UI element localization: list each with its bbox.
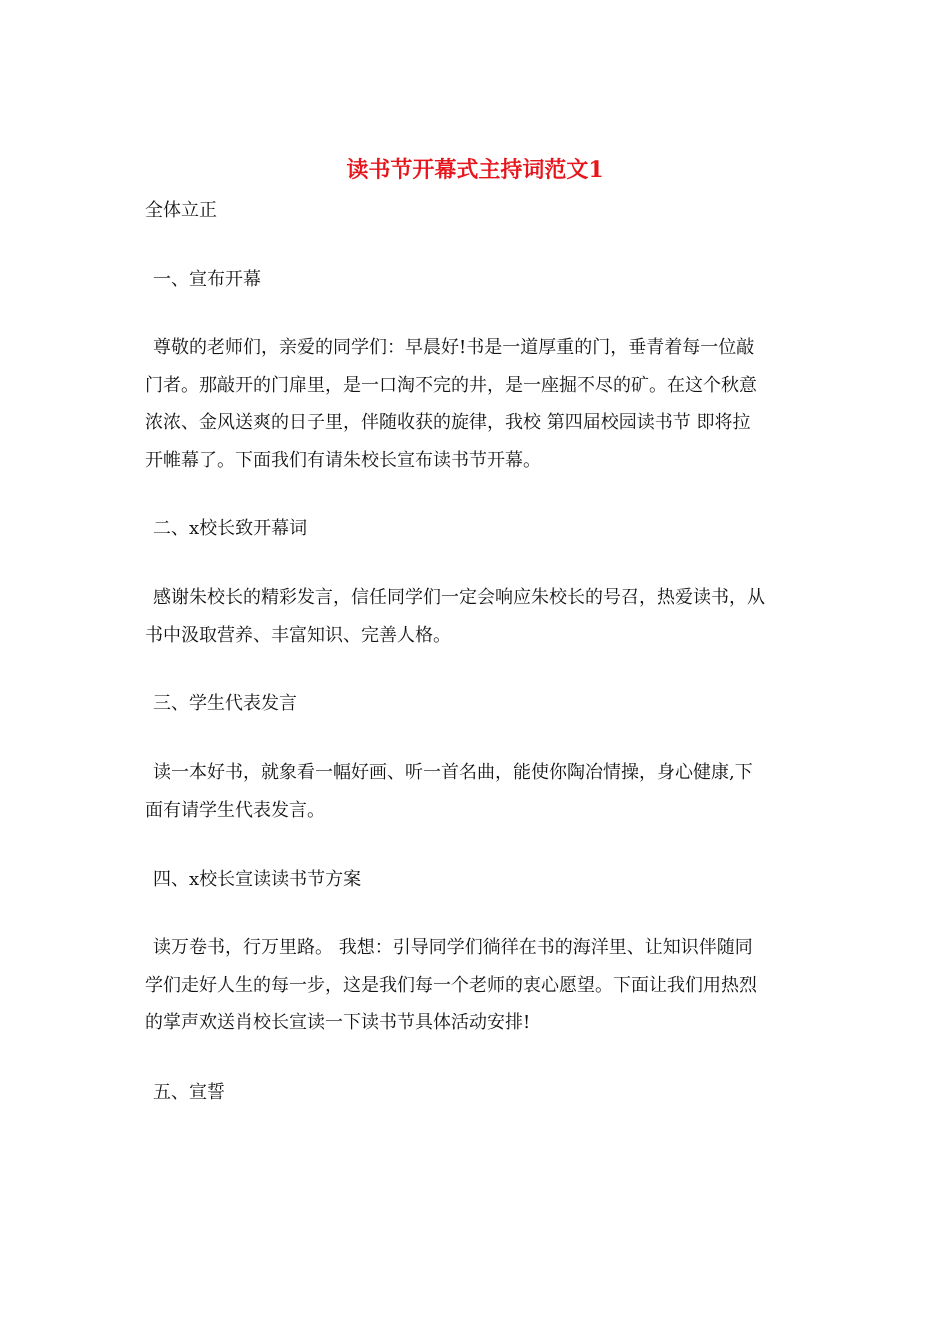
body-line: 感谢朱校长的精彩发言，信任同学们一定会响应朱校长的号召，热爱读书，从 — [153, 587, 765, 608]
body-line: 读一本好书，就象看一幅好画、听一首名曲，能使你陶冶情操，身心健康,下 — [153, 762, 753, 783]
body-line: 学们走好人生的每一步，这是我们每一个老师的衷心愿望。下面让我们用热烈 — [145, 974, 757, 996]
section-body-1 — [145, 329, 809, 479]
body-line: 浓浓、金风送爽的日子里，伴随收获的旋律，我校 第四届校园读书节 即将拉 — [145, 412, 751, 433]
body-line: 尊敬的老师们，亲爱的同学们：早晨好!书是一道厚重的门，垂青着每一位敲 — [153, 337, 755, 358]
section-body-2 — [145, 579, 809, 654]
section-heading-3: 三、学生代表发言 — [153, 693, 297, 714]
body-line: 门者。那敲开的门扉里，是一口淘不完的井，是一座掘不尽的矿。在这个秋意 — [145, 374, 757, 396]
section-body-3 — [145, 754, 809, 829]
section-heading-1: 一、宣布开幕 — [153, 269, 261, 290]
body-line: 开帷幕了。下面我们有请朱校长宣布读书节开幕。 — [145, 449, 541, 471]
section-heading-5: 五、宣誓 — [153, 1082, 225, 1103]
body-line: 面有请学生代表发言。 — [145, 799, 325, 821]
document-title: 读书节开幕式主持词范文1 — [346, 157, 604, 183]
section-body-4 — [145, 929, 809, 1042]
body-line: 书中汲取营养、丰富知识、完善人格。 — [145, 624, 451, 646]
body-line: 的掌声欢送肖校长宣读一下读书节具体活动安排! — [145, 1012, 531, 1033]
body-line: 读万卷书，行万里路。 我想：引导同学们徜徉在书的海洋里、让知识伴随同 — [153, 937, 753, 958]
section-heading-4: 四、x校长宣读读书节方案 — [153, 869, 362, 890]
opening-line: 全体立正 — [145, 200, 217, 221]
section-heading-2: 二、x校长致开幕词 — [153, 518, 308, 539]
